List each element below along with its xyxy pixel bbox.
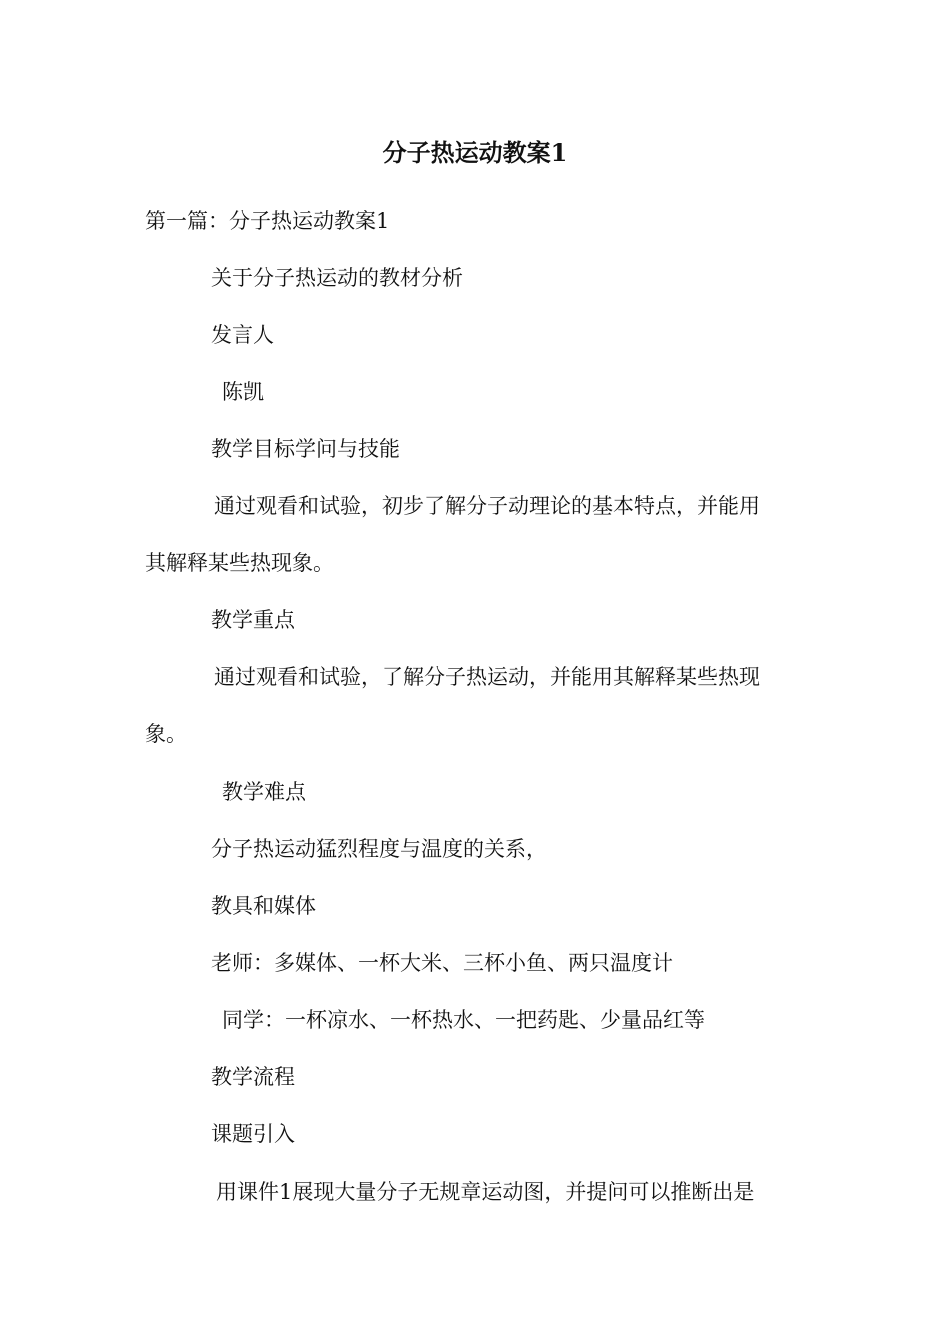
section-heading: 第一篇：分子热运动教案1 <box>145 209 390 233</box>
paragraph-line: 发言人 <box>211 323 274 347</box>
paragraph-line: 其解释某些热现象。 <box>145 551 334 575</box>
paragraph-line: 老师：多媒体、一杯大米、三杯小鱼、两只温度计 <box>211 951 673 975</box>
document-title: 分子热运动教案1 <box>382 138 568 167</box>
paragraph-line: 教学难点 <box>222 780 306 804</box>
paragraph-line: 教学目标学问与技能 <box>211 437 400 461</box>
paragraph-line: 教学流程 <box>211 1065 295 1089</box>
paragraph-line: 同学：一杯凉水、一杯热水、一把药匙、少量品红等 <box>222 1008 705 1032</box>
paragraph-line: 陈凯 <box>222 380 264 404</box>
paragraph-line: 通过观看和试验，了解分子热运动，并能用其解释某些热现 <box>214 665 760 689</box>
paragraph-line: 分子热运动猛烈程度与温度的关系， <box>211 837 547 861</box>
paragraph-line: 象。 <box>145 722 187 746</box>
paragraph-line: 用课件1展现大量分子无规章运动图，并提问可以推断出是 <box>216 1180 755 1204</box>
paragraph-line: 课题引入 <box>211 1122 295 1146</box>
paragraph-line: 关于分子热运动的教材分析 <box>211 266 463 290</box>
paragraph-line: 教学重点 <box>211 608 295 632</box>
paragraph-line: 通过观看和试验，初步了解分子动理论的基本特点，并能用 <box>214 494 760 518</box>
paragraph-line: 教具和媒体 <box>211 894 316 918</box>
